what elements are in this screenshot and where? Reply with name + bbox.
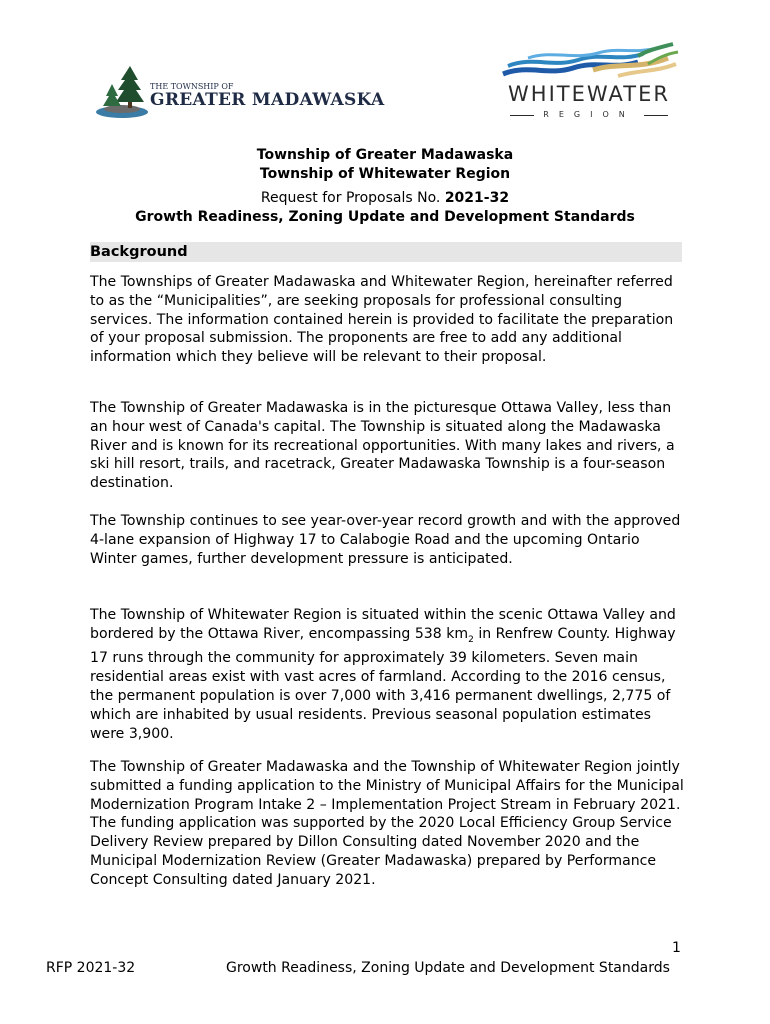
whitewater-wordmark: WHITEWATER xyxy=(508,82,670,106)
region-wordmark: REGION xyxy=(543,110,635,119)
rfp-number: 2021-32 xyxy=(444,190,510,206)
logo-small-text: THE TOWNSHIP OF xyxy=(150,82,234,91)
paragraph-5: The Township of Greater Madawaska and the Township of Whitewater Region jointly submitted a funding application to the Ministry of Municipal Affairs for the Municipal Modernization Program Intake 2 – Implementation Project Stream in February 2021. The funding application was supported by the 2020 Local Efficiency Group Service Delivery Review prepared by Dillon Consulting dated November 2020 and the Municipal Modernization Review (Greater Madawaska) prepared by Performance Concept Consulting dated January 2021. xyxy=(90,759,684,888)
whitewater-region-logo xyxy=(498,42,680,124)
paragraph-2: The Township of Greater Madawaska is in the picturesque Ottawa Valley, less than an hour west of Canada's capital. The Township is situated along the Madawaska River and is known for its recreational opportunities. With many lakes and rivers, a ski hill resort, trails, and racetrack, Greater Madawaska Township is a four-season destination. xyxy=(90,400,675,492)
rfp-subject: Growth Readiness, Zoning Update and Development Standards xyxy=(135,209,635,225)
water-waves-icon xyxy=(498,42,680,84)
footer-title: Growth Readiness, Zoning Update and Development Standards xyxy=(226,960,670,976)
paragraph-3: The Township continues to see year-over-year record growth and with the approved 4-lane expansion of Highway 17 to Calabogie Road and the upcoming Ontario Winter games, further development pressure is anticipated. xyxy=(90,513,681,567)
logo-divider-right xyxy=(644,115,668,116)
rfp-line xyxy=(90,189,680,208)
paragraph-4 xyxy=(90,606,685,743)
section-heading: Background xyxy=(90,242,682,262)
title-line-2: Township of Whitewater Region xyxy=(259,166,511,182)
greater-madawaska-logo xyxy=(94,62,385,124)
paragraph-4-part-b: in Renfrew County. Highway 17 runs through the community for approximately 39 kilometers. Seven main residential areas exist with vast acres of farmland. According to the 2016 census, the permanent population is over 7,000 with 3,416 permanent dwellings, 2,775 of which are inhabited by usual residents. Previous seasonal population estimates were 3,900. xyxy=(90,625,676,742)
page-number: 1 xyxy=(672,940,681,956)
pine-tree-island-icon xyxy=(94,62,154,122)
area-unit-subscript: 2 xyxy=(468,634,474,645)
rfp-prefix: Request for Proposals No. xyxy=(260,190,445,206)
logo-big-text: GREATER MADAWASKA xyxy=(150,90,385,110)
title-block xyxy=(90,146,680,227)
title-line-1: Township of Greater Madawaska xyxy=(256,147,514,163)
paragraph-1: The Townships of Greater Madawaska and Whitewater Region, hereinafter referred to as the “Municipalities”, are seeking proposals for professional consulting services. The information contained herein is provided to facilitate the preparation of your proposal submission. The proponents are free to add any additional information which they believe will be relevant to their proposal. xyxy=(90,274,674,366)
paragraph-4-part-a: The Township of Whitewater Region is situated within the scenic Ottawa Valley and bordered by the Ottawa River, encompassing 538 km xyxy=(90,607,676,642)
footer-rfp: RFP 2021-32 xyxy=(46,960,136,976)
